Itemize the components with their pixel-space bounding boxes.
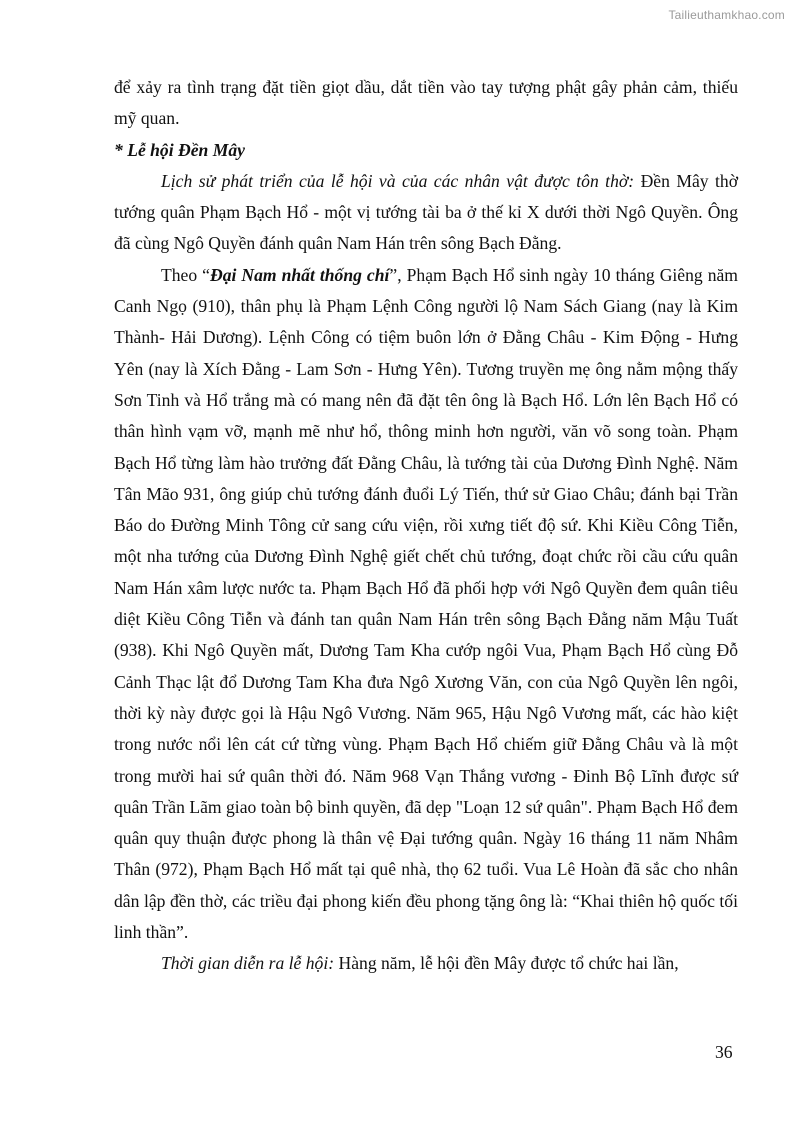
paragraph-festival-time [114, 948, 738, 979]
paragraph-history [114, 166, 738, 260]
section-heading: * Lễ hội Đền Mây [114, 139, 245, 160]
book-title: Đại Nam nhất thống chí [209, 264, 390, 285]
paragraph-body-time: Hàng năm, lễ hội đền Mây được tổ chức hai lần, [334, 953, 679, 974]
quote-open: Theo “ [161, 264, 210, 285]
paragraph-continuation: để xảy ra tình trạng đặt tiền giọt dầu, dắt tiền vào tay tượng phật gây phản cảm, thiếu mỹ quan. [114, 77, 738, 129]
page-number: 36 [715, 1042, 733, 1062]
paragraph-body-biography: ”, Phạm Bạch Hổ sinh ngày 10 tháng Giêng năm Canh Ngọ (910), thân phụ là Phạm Lệnh Công người lộ Nam Sách Giang (nay là Kim Thành- Hải Dương). Lệnh Công có tiệm buôn lớn ở Đằng Châu - Kim Động - Hưng Yên (nay là Xích Đằng - Lam Sơn - Hưng Yên). Tương truyền mẹ ông nằm mộng thấy Sơn Tinh và Hổ trắng mà có mang nên đã đặt tên ông là Bạch Hổ. Lớn lên Bạch Hổ có thân hình vạm vỡ, mạnh mẽ như hổ, thông minh hơn người, văn võ song toàn. Phạm Bạch Hổ từng làm hào trưởng đất Đằng Châu, là tướng tài của Dương Đình Nghệ. Năm Tân Mão 931, ông giúp chủ tướng đánh đuổi Lý Tiến, thứ sử Giao Châu; đánh bại Trần Báo do Đường Minh Tông cử sang cứu viện, rồi xưng tiết độ sứ. Khi Kiều Công Tiễn, một nha tướng của Dương Đình Nghệ giết chết chủ tướng, đoạt chức rồi cầu cứu quân Nam Hán xâm lược nước ta. Phạm Bạch Hổ đã phối hợp với Ngô Quyền đem quân tiêu diệt Kiều Công Tiễn và đánh tan quân Nam Hán trên sông Bạch Đằng năm Mậu Tuất (938). Khi Ngô Quyền mất, Dương Tam Kha cướp ngôi Vua, Phạm Bạch Hổ cùng Đỗ Cảnh Thạc lật đổ Dương Tam Kha đưa Ngô Xương Văn, con của Ngô Quyền lên ngôi, thời kỳ này được gọi là Hậu Ngô Vương. Năm 965, Hậu Ngô Vương mất, các hào kiệt trong nước nổi lên cát cứ từng vùng. Phạm Bạch Hổ chiếm giữ Đằng Châu và là một trong mười hai sứ quân thời đó. Năm 968 Vạn Thắng vương - Đinh Bộ Lĩnh được sứ quân Trần Lãm giao toàn bộ binh quyền, đã dẹp "Loạn 12 sứ quân". Phạm Bạch Hổ đem quân quy thuận được phong là thân vệ Đại tướng quân. Ngày 16 tháng 11 năm Nhâm Thân (972), Phạm Bạch Hổ mất tại quê nhà, thọ 62 tuổi. Vua Lê Hoàn đã sắc cho nhân dân lập đền thờ, các triều đại phong kiến đều phong tặng ông là: “Khai thiên hộ quốc tối linh thần”. [114, 264, 738, 943]
paragraph-body-history: Đền Mây thờ tướng quân Phạm Bạch Hổ - một vị tướng tài ba ở thế kỉ X dưới thời Ngô Quyền. Ông đã cùng Ngô Quyền đánh quân Nam Hán trên sông Bạch Đằng. [114, 170, 739, 254]
paragraph-lead-history: Lịch sử phát triển của lễ hội và của các nhân vật được tôn thờ: [161, 170, 635, 191]
paragraph-biography [114, 260, 738, 949]
body-text [114, 72, 738, 980]
watermark: Tailieuthamkhao.com [668, 8, 785, 22]
paragraph-lead-time: Thời gian diễn ra lễ hội: [161, 953, 335, 974]
